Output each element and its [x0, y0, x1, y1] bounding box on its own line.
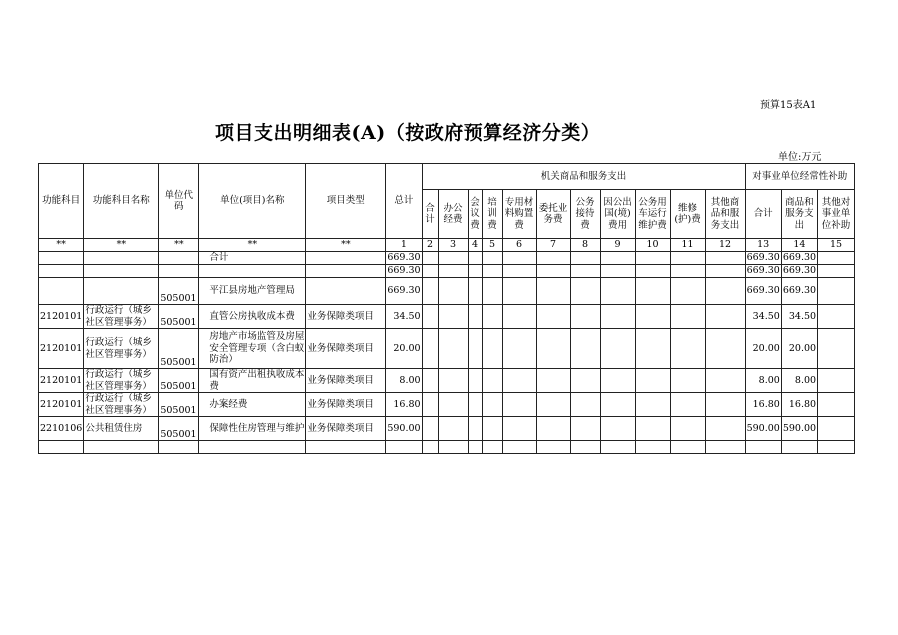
- unit-label: 单位:万元: [778, 152, 822, 163]
- row-project-type: 业务保障类项目: [306, 329, 386, 369]
- row-empty-cell: [705, 252, 745, 265]
- row-empty-cell: [468, 305, 482, 329]
- row-total: 669.30: [386, 278, 422, 305]
- row-empty-cell: [482, 393, 502, 417]
- row-empty-cell: [468, 417, 482, 441]
- row-empty-cell: [422, 393, 438, 417]
- row-project-type: [306, 252, 386, 265]
- index-cell: 9: [600, 239, 635, 252]
- row-empty-cell: [502, 265, 536, 278]
- table-row: [39, 278, 855, 305]
- row-empty-cell: [422, 329, 438, 369]
- row-empty-cell: [468, 252, 482, 265]
- row-empty-cell: [635, 305, 670, 329]
- row-empty-cell: [635, 252, 670, 265]
- header-meeting: 会议费: [468, 190, 482, 239]
- row-code: [39, 278, 84, 305]
- row-empty-cell: [635, 393, 670, 417]
- table-row: [39, 265, 855, 278]
- row-unit-code: 505001: [159, 417, 199, 441]
- row-empty-cell: [422, 278, 438, 305]
- row-empty-cell: [422, 417, 438, 441]
- row-unit-name: 国有资产出租执收成本费: [199, 369, 306, 393]
- row-unit-name: 直管公房执收成本费: [199, 305, 306, 329]
- row-empty-cell: [438, 329, 468, 369]
- row-empty-cell: [600, 417, 635, 441]
- row-func-name: [84, 278, 159, 305]
- row-empty-cell: [600, 278, 635, 305]
- row-empty-cell: [482, 252, 502, 265]
- table-body: [39, 164, 855, 454]
- row-subsidy-goods: 590.00: [781, 417, 817, 441]
- row-empty-cell: [818, 329, 855, 369]
- row-func-name: 公共租赁住房: [84, 417, 159, 441]
- index-cell: 14: [781, 239, 817, 252]
- row-empty-cell: [745, 441, 781, 454]
- row-unit-name: 房地产市场监管及房屋安全管理专项（含白蚁防治）: [199, 329, 306, 369]
- row-empty-cell: [502, 252, 536, 265]
- row-empty-cell: [570, 329, 600, 369]
- header-heji: 合计: [422, 190, 438, 239]
- header-s-goods: 商品和服务支出: [781, 190, 817, 239]
- row-empty-cell: [306, 441, 386, 454]
- row-empty-cell: [536, 329, 570, 369]
- row-empty-cell: [818, 369, 855, 393]
- index-cell: 10: [635, 239, 670, 252]
- row-empty-cell: [386, 441, 422, 454]
- row-empty-cell: [482, 265, 502, 278]
- header-repair: 维修(护)费: [670, 190, 705, 239]
- row-empty-cell: [818, 393, 855, 417]
- row-empty-cell: [670, 305, 705, 329]
- row-empty-cell: [199, 441, 306, 454]
- row-empty-cell: [705, 305, 745, 329]
- row-total: 669.30: [387, 252, 421, 264]
- row-empty-cell: [39, 441, 84, 454]
- row-project-type: 业务保障类项目: [306, 305, 386, 329]
- row-empty-cell: [422, 265, 438, 278]
- row-subsidy-total: 16.80: [745, 393, 781, 417]
- row-empty-cell: [600, 441, 635, 454]
- header-car: 公务用车运行维护费: [635, 190, 670, 239]
- row-empty-cell: [818, 305, 855, 329]
- row-empty-cell: [502, 278, 536, 305]
- row-project-type: 业务保障类项目: [306, 369, 386, 393]
- index-cell: **: [306, 239, 386, 252]
- row-total: 669.30: [387, 265, 421, 277]
- header-other-goods: 其他商品和服务支出: [705, 190, 745, 239]
- row-empty-cell: [422, 252, 438, 265]
- row-total: 16.80: [386, 393, 422, 417]
- row-code: [39, 252, 84, 265]
- row-empty-cell: [670, 369, 705, 393]
- row-empty-cell: [536, 265, 570, 278]
- row-empty-cell: [570, 369, 600, 393]
- row-empty-cell: [705, 329, 745, 369]
- row-unit-code: [159, 252, 199, 265]
- table-row: [39, 369, 855, 393]
- row-subsidy-goods: 669.30: [782, 252, 817, 264]
- row-empty-cell: [705, 265, 745, 278]
- index-cell: 4: [468, 239, 482, 252]
- row-empty-cell: [600, 329, 635, 369]
- row-empty-cell: [635, 441, 670, 454]
- row-empty-cell: [600, 393, 635, 417]
- header-unit-code: 单位代码: [159, 164, 199, 239]
- table-row: [39, 252, 855, 265]
- row-empty-cell: [670, 417, 705, 441]
- index-cell: **: [39, 239, 84, 252]
- row-subsidy-goods: 16.80: [781, 393, 817, 417]
- row-code: [39, 265, 84, 278]
- row-unit-name: 保障性住房管理与维护: [199, 417, 306, 441]
- row-empty-cell: [468, 369, 482, 393]
- row-empty-cell: [502, 369, 536, 393]
- header-unit-name: 单位(项目)名称: [199, 164, 306, 239]
- row-code: 2120101: [39, 369, 84, 393]
- row-subsidy-total: 20.00: [745, 329, 781, 369]
- row-empty-cell: [670, 393, 705, 417]
- row-empty-cell: [818, 265, 855, 278]
- row-empty-cell: [705, 417, 745, 441]
- row-project-type: [306, 278, 386, 305]
- row-empty-cell: [705, 441, 745, 454]
- row-empty-cell: [159, 441, 199, 454]
- row-empty-cell: [635, 265, 670, 278]
- row-empty-cell: [781, 441, 817, 454]
- index-cell: 12: [705, 239, 745, 252]
- row-empty-cell: [536, 393, 570, 417]
- row-unit-code: [159, 265, 199, 278]
- index-row: [39, 239, 855, 252]
- row-func-name: 行政运行（城乡社区管理事务）: [84, 305, 159, 329]
- header-abroad: 因公出国(境)费用: [600, 190, 635, 239]
- header-s-heji: 合计: [745, 190, 781, 239]
- row-empty-cell: [670, 441, 705, 454]
- index-cell: 8: [570, 239, 600, 252]
- row-subsidy-total: 669.30: [746, 265, 780, 277]
- header-group-goods: 机关商品和服务支出: [422, 164, 745, 190]
- row-empty-cell: [468, 265, 482, 278]
- row-subsidy-goods: 20.00: [781, 329, 817, 369]
- row-empty-cell: [536, 305, 570, 329]
- header-func-name: 功能科目名称: [84, 164, 159, 239]
- row-total: 590.00: [386, 417, 422, 441]
- index-cell: **: [159, 239, 199, 252]
- row-empty-cell: [670, 278, 705, 305]
- header-training: 培训费: [482, 190, 502, 239]
- index-cell: **: [199, 239, 306, 252]
- row-subsidy-total: 590.00: [745, 417, 781, 441]
- header-project-type: 项目类型: [306, 164, 386, 239]
- header-s-other: 其他对事业单位补助: [818, 190, 855, 239]
- header-materials: 专用材料购置费: [502, 190, 536, 239]
- row-empty-cell: [438, 441, 468, 454]
- row-empty-cell: [482, 329, 502, 369]
- table-row: [39, 393, 855, 417]
- index-cell: 7: [536, 239, 570, 252]
- row-func-name: [84, 265, 159, 278]
- row-empty-cell: [84, 441, 159, 454]
- row-empty-cell: [468, 329, 482, 369]
- row-empty-cell: [635, 369, 670, 393]
- row-empty-cell: [600, 369, 635, 393]
- header-func-code: 功能科目: [39, 164, 84, 239]
- row-empty-cell: [570, 265, 600, 278]
- row-empty-cell: [670, 252, 705, 265]
- row-empty-cell: [705, 369, 745, 393]
- row-code: 2120101: [39, 393, 84, 417]
- row-empty-cell: [570, 417, 600, 441]
- row-subsidy-total: 34.50: [745, 305, 781, 329]
- row-empty-cell: [438, 417, 468, 441]
- row-func-name: 行政运行（城乡社区管理事务）: [84, 369, 159, 393]
- row-empty-cell: [818, 441, 855, 454]
- row-empty-cell: [482, 441, 502, 454]
- row-func-name: 行政运行（城乡社区管理事务）: [84, 329, 159, 369]
- row-unit-code: 505001: [159, 278, 199, 305]
- row-empty-cell: [536, 417, 570, 441]
- row-unit-code: 505001: [159, 393, 199, 417]
- row-empty-cell: [422, 305, 438, 329]
- row-func-name: [84, 252, 159, 265]
- row-code: 2120101: [39, 305, 84, 329]
- row-empty-cell: [818, 278, 855, 305]
- row-empty-cell: [670, 265, 705, 278]
- row-empty-cell: [705, 393, 745, 417]
- index-cell: 1: [386, 239, 422, 252]
- row-empty-cell: [438, 252, 468, 265]
- row-project-type: [306, 265, 386, 278]
- row-empty-cell: [422, 441, 438, 454]
- index-cell: 13: [745, 239, 781, 252]
- row-subsidy-total: 669.30: [746, 252, 780, 264]
- row-empty-cell: [635, 278, 670, 305]
- row-empty-cell: [468, 278, 482, 305]
- row-code: 2210106: [39, 417, 84, 441]
- index-cell: 3: [438, 239, 468, 252]
- header-total: 总计: [386, 164, 422, 239]
- row-unit-code: 505001: [159, 329, 199, 369]
- row-subsidy-total: 669.30: [745, 278, 781, 305]
- page-title: 项目支出明细表(A)（按政府预算经济分类）: [215, 122, 601, 144]
- row-empty-cell: [482, 278, 502, 305]
- row-empty-cell: [570, 441, 600, 454]
- row-empty-cell: [502, 441, 536, 454]
- row-empty-cell: [438, 305, 468, 329]
- row-empty-cell: [536, 278, 570, 305]
- row-empty-cell: [570, 305, 600, 329]
- row-subsidy-goods: 34.50: [781, 305, 817, 329]
- row-empty-cell: [502, 329, 536, 369]
- header-reception: 公务接待费: [570, 190, 600, 239]
- row-empty-cell: [482, 369, 502, 393]
- row-empty-cell: [438, 393, 468, 417]
- row-empty-cell: [468, 441, 482, 454]
- row-empty-cell: [570, 393, 600, 417]
- row-subsidy-total: 8.00: [745, 369, 781, 393]
- row-empty-cell: [670, 329, 705, 369]
- row-empty-cell: [438, 278, 468, 305]
- row-unit-name: [199, 265, 306, 278]
- index-cell: 2: [422, 239, 438, 252]
- row-total: 8.00: [386, 369, 422, 393]
- row-empty-cell: [536, 369, 570, 393]
- row-empty-cell: [600, 305, 635, 329]
- row-empty-cell: [482, 417, 502, 441]
- row-empty-cell: [536, 441, 570, 454]
- row-empty-cell: [635, 329, 670, 369]
- index-cell: 15: [818, 239, 855, 252]
- index-cell: 5: [482, 239, 502, 252]
- header-entrust: 委托业务费: [536, 190, 570, 239]
- expenditure-table: [38, 163, 855, 454]
- index-cell: 6: [502, 239, 536, 252]
- table-row: [39, 329, 855, 369]
- row-empty-cell: [818, 417, 855, 441]
- row-subsidy-goods: 669.30: [781, 278, 817, 305]
- header-row-1: [39, 164, 855, 190]
- row-empty-cell: [438, 265, 468, 278]
- row-empty-cell: [570, 252, 600, 265]
- row-subsidy-goods: 669.30: [782, 265, 817, 277]
- empty-row: [39, 441, 855, 454]
- form-code: 预算15表A1: [760, 100, 817, 111]
- row-func-name: 行政运行（城乡社区管理事务）: [84, 393, 159, 417]
- row-empty-cell: [502, 393, 536, 417]
- row-empty-cell: [570, 278, 600, 305]
- row-empty-cell: [600, 265, 635, 278]
- row-empty-cell: [600, 252, 635, 265]
- row-code: 2120101: [39, 329, 84, 369]
- row-total: 34.50: [386, 305, 422, 329]
- row-empty-cell: [422, 369, 438, 393]
- row-empty-cell: [502, 305, 536, 329]
- row-empty-cell: [635, 417, 670, 441]
- row-project-type: 业务保障类项目: [306, 393, 386, 417]
- header-group-subsidy: 对事业单位经常性补助: [745, 164, 855, 190]
- table-row: [39, 305, 855, 329]
- row-unit-name: 合计: [199, 252, 306, 265]
- row-project-type: 业务保障类项目: [306, 417, 386, 441]
- row-empty-cell: [705, 278, 745, 305]
- header-office: 办公经费: [438, 190, 468, 239]
- row-unit-name: 平江县房地产管理局: [199, 278, 306, 305]
- row-empty-cell: [818, 252, 855, 265]
- row-empty-cell: [482, 305, 502, 329]
- index-cell: **: [84, 239, 159, 252]
- row-total: 20.00: [386, 329, 422, 369]
- row-empty-cell: [468, 393, 482, 417]
- row-empty-cell: [536, 252, 570, 265]
- table-row: [39, 417, 855, 441]
- index-cell: 11: [670, 239, 705, 252]
- row-empty-cell: [438, 369, 468, 393]
- row-subsidy-goods: 8.00: [781, 369, 817, 393]
- row-unit-name: 办案经费: [199, 393, 306, 417]
- row-unit-code: 505001: [159, 369, 199, 393]
- row-unit-code: 505001: [159, 305, 199, 329]
- row-empty-cell: [502, 417, 536, 441]
